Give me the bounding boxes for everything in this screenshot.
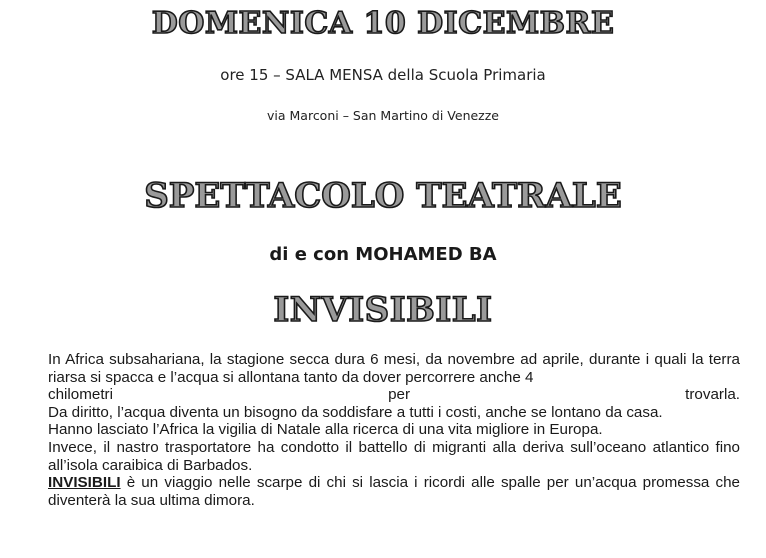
event-address: via Marconi – San Martino di Venezze <box>267 108 499 123</box>
description-p4-text: Invece, il nastro trasportatore ha condotto il battello di migranti alla deriva sull’oceano atlantico fino all’isola caraibica di Barbados. <box>48 438 740 474</box>
description-p1-line1: In Africa subsahariana, la stagione secca dura 6 mesi, da novembre ad aprile, durante i quali la terra riarsa si spacca e l’acqua si allontana tanto da dover percorrere anche 4 <box>48 351 740 386</box>
show-title-keyword: INVISIBILI <box>48 474 121 492</box>
description-paragraph-1-end <box>48 386 740 404</box>
description-paragraph-3 <box>48 421 740 439</box>
description-paragraph-2 <box>48 404 740 422</box>
description-paragraph-4 <box>48 439 740 474</box>
description-p1-line2: chilometri per trovarla. <box>48 386 740 404</box>
event-time-venue: ore 15 – SALA MENSA della Scuola Primaria <box>220 66 546 84</box>
event-date-title: DOMENICA 10 DICEMBRE <box>151 6 615 41</box>
description-body <box>48 351 740 509</box>
show-author: di e con MOHAMED BA <box>269 244 497 265</box>
description-p3-text: Hanno lasciato l’Africa la vigilia di Natale alla ricerca di una vita migliore in Europa. <box>48 421 603 439</box>
show-title-heading: INVISIBILI <box>273 290 493 330</box>
description-paragraph-5 <box>48 474 740 509</box>
show-type-heading: SPETTACOLO TEATRALE <box>144 176 622 216</box>
description-p2-text: Da diritto, l’acqua diventa un bisogno da soddisfare a tutti i costi, anche se lontano da casa. <box>48 403 663 421</box>
description-paragraph-1 <box>48 351 740 386</box>
description-p5-text: è un viaggio nelle scarpe di chi si lascia i ricordi alle spalle per un’acqua promessa che diventerà la sua ultima dimora. <box>48 474 740 509</box>
